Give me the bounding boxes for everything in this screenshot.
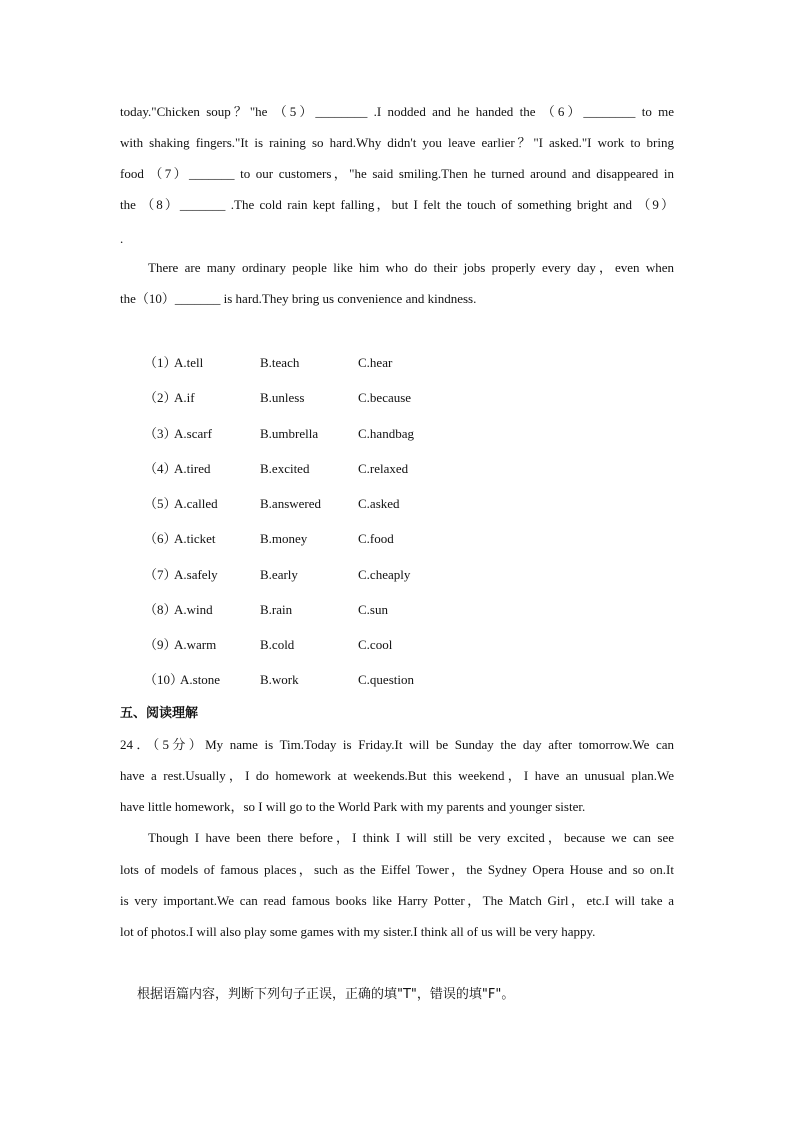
reading-p2-line-2: lots of models of famous places，such as the Eiffel Tower，the Sydney Opera House and so on.It [120,862,674,877]
passage-p2-line-2: the（10）_______ is hard.They bring us convenience and kindness. [120,291,477,306]
option-c: C.handbag [358,426,414,441]
option-row-9 [144,636,544,654]
option-b: B.answered [260,496,322,511]
reading-p2-line-4: lot of photos.I will also play some games with my sister.I think all of us will be very happy. [120,924,596,939]
option-c: C.cheaply [358,567,411,582]
option-row-7 [144,566,544,584]
option-a: A.if [174,390,195,405]
option-number: （10） [144,672,184,687]
option-c: C.relaxed [358,461,409,476]
option-b: B.cold [260,637,295,652]
option-b: B.rain [260,602,293,617]
option-b: B.teach [260,355,300,370]
option-number: （6） [144,531,177,546]
option-c: C.sun [358,602,388,617]
passage-line-1: today."Chicken soup？"he （5）________ .I nodded and he handed the （6）________ to me [120,104,674,119]
option-c: C.asked [358,496,400,511]
option-a: A.tell [174,355,204,370]
option-a: A.scarf [174,426,212,441]
option-row-1 [144,354,544,372]
option-a: A.ticket [174,531,216,546]
passage-trailing-dot: . [120,231,124,246]
passage-p2-line-1: There are many ordinary people like him who do their jobs properly every day，even when [148,260,674,275]
option-b: B.work [260,672,299,687]
option-row-2 [144,389,544,407]
option-a: A.stone [180,672,221,687]
option-number: （1） [144,355,177,370]
option-c: C.hear [358,355,393,370]
option-a: A.wind [174,602,213,617]
option-number: （3） [144,426,177,441]
instruction-text: 根据语篇内容，判断下列句子正误，正确的填"T"，错误的填"F"。 [137,987,515,1002]
option-row-5 [144,495,544,513]
option-row-10 [144,671,544,689]
option-row-3 [144,425,544,443]
option-b: B.excited [260,461,310,476]
section-heading: 五、阅读理解 [120,706,199,721]
option-b: B.unless [260,390,305,405]
option-number: （8） [144,602,177,617]
option-a: A.called [174,496,218,511]
option-c: C.question [358,672,414,687]
passage-line-3: food （7）_______ to our customers，"he said smiling.Then he turned around and disappeared in [120,166,674,181]
option-row-4 [144,460,544,478]
option-row-8 [144,601,544,619]
option-b: B.early [260,567,298,582]
option-number: （7） [144,567,177,582]
option-c: C.food [358,531,394,546]
reading-p2-line-1: Though I have been there before，I think I will still be very excited，because we can see [148,830,674,845]
option-c: C.cool [358,637,393,652]
option-a: A.warm [174,637,217,652]
option-c: C.because [358,390,412,405]
option-number: （2） [144,390,177,405]
option-number: （5） [144,496,177,511]
option-number: （9） [144,637,177,652]
option-b: B.money [260,531,308,546]
option-number: （4） [144,461,177,476]
reading-p1-line-3: have little homework，so I will go to the World Park with my parents and younger sister. [120,799,586,814]
reading-p2-line-3: is very important.We can read famous books like Harry Potter，The Match Girl，etc.I will take a [120,893,674,908]
reading-p1-line-2: have a rest.Usually，I do homework at weekends.But this weekend，I have an unusual plan.We [120,768,674,783]
reading-p1-line-1: 24．（5分）My name is Tim.Today is Friday.It will be Sunday the day after tomorrow.We can [120,737,674,752]
passage-line-4: the （8）_______ .The cold rain kept falling，but I felt the touch of something bright and （9） [120,197,674,212]
option-a: A.tired [174,461,211,476]
passage-line-2: with shaking fingers."It is raining so hard.Why didn't you leave earlier？"I asked."I work to bring [120,135,674,150]
option-row-6 [144,530,544,548]
option-b: B.umbrella [260,426,319,441]
option-a: A.safely [174,567,218,582]
